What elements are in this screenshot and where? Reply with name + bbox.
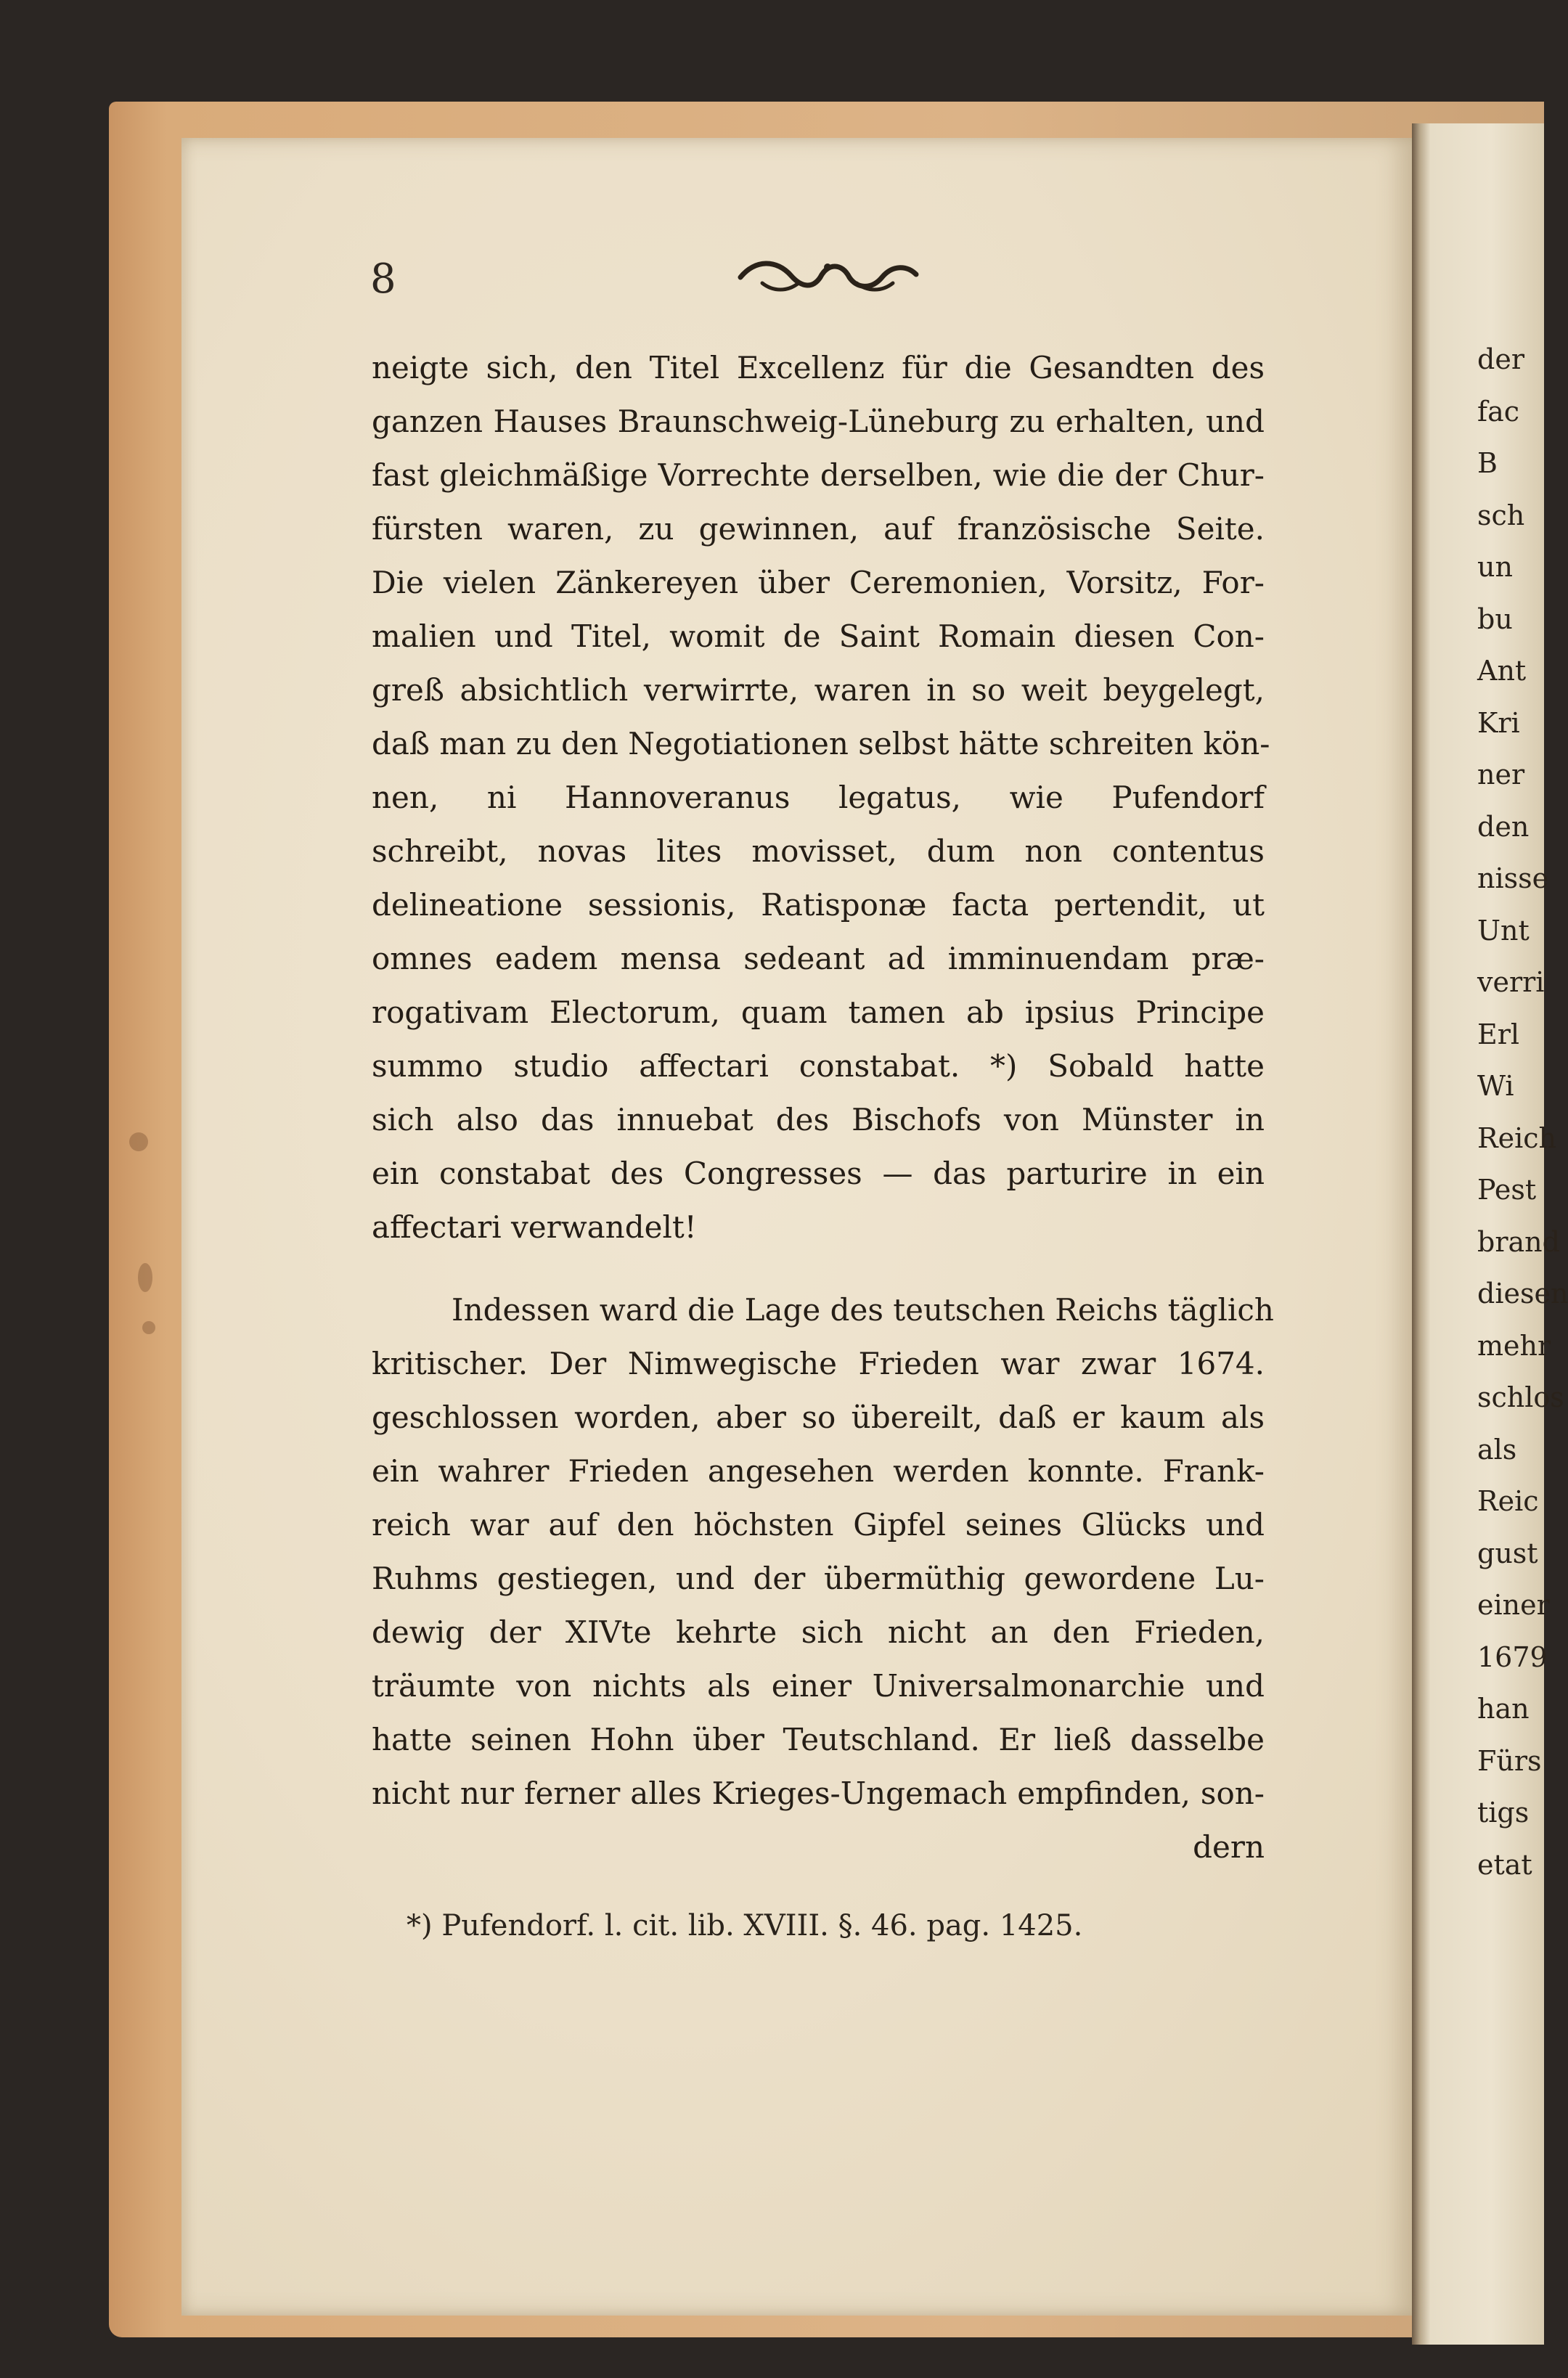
- next-page-fragment: ner: [1477, 759, 1525, 790]
- decorative-vignette-icon: [733, 256, 922, 299]
- next-page-fragment: B: [1477, 447, 1498, 479]
- text-line: nicht nur ferner alles Krieges-Ungemach empfinden, son-: [372, 1776, 1265, 1811]
- text-line: kritischer. Der Nimwegische Frieden war zwar 1674.: [372, 1346, 1265, 1381]
- text-line: träumte von nichts als einer Universalmonarchie und: [372, 1668, 1265, 1704]
- text-line: malien und Titel, womit de Saint Romain diesen Con-: [372, 618, 1265, 654]
- next-page-fragment: gust: [1477, 1537, 1538, 1569]
- next-page-edge: [1477, 334, 1568, 1891]
- body-text: [372, 341, 1274, 1874]
- text-line: summo studio affectari constabat. *) Sobald hatte: [372, 1048, 1265, 1084]
- text-line: hatte seinen Hohn über Teutschland. Er ließ dasselbe: [372, 1722, 1265, 1757]
- next-page-fragment: schlos: [1477, 1381, 1564, 1413]
- text-line: omnes eadem mensa sedeant ad imminuendam præ-: [372, 941, 1265, 976]
- stain: [142, 1321, 155, 1334]
- next-page-fragment: brand: [1477, 1225, 1560, 1258]
- next-page-fragment: diesen: [1477, 1278, 1568, 1309]
- next-page-fragment: bu: [1477, 602, 1513, 635]
- next-page-fragment: Ant: [1477, 655, 1527, 687]
- text-line: Ruhms gestiegen, und der übermüthig gewordene Lu-: [372, 1561, 1265, 1596]
- text-line: delineatione sessionis, Ratisponæ facta pertendit, ut: [372, 887, 1265, 923]
- text-line: sich also das innuebat des Bischofs von Münster in: [372, 1102, 1265, 1137]
- page-number: 8: [370, 256, 396, 303]
- next-page-fragment: der: [1477, 343, 1524, 375]
- text-line: fast gleichmäßige Vorrechte derselben, wie die der Chur-: [372, 457, 1265, 493]
- text-line: geschlossen worden, aber so übereilt, daß er kaum als: [372, 1400, 1265, 1435]
- next-page-fragment: Fürs: [1477, 1744, 1542, 1777]
- next-page-fragment: Erl: [1477, 1018, 1520, 1050]
- next-page-fragment: Unt: [1477, 914, 1530, 947]
- footnote: *) Pufendorf. l. cit. lib. XVIII. §. 46. pag. 1425.: [407, 1909, 1083, 1942]
- next-page-fragment: un: [1477, 551, 1513, 583]
- text-line: greß absichtlich verwirrte, waren in so weit beygelegt,: [372, 672, 1265, 708]
- text-line: dewig der XIVte kehrte sich nicht an den Frieden,: [372, 1614, 1265, 1650]
- next-page-fragment: nisse: [1477, 862, 1549, 894]
- next-page-fragment: den: [1477, 810, 1530, 843]
- text-line: neigte sich, den Titel Excellenz für die Gesandten des: [372, 350, 1265, 385]
- text-line: reich war auf den höchsten Gipfel seines Glücks und: [372, 1507, 1265, 1543]
- text-line: rogativam Electorum, quam tamen ab ipsius Principe: [372, 994, 1265, 1030]
- text-line: affectari verwandelt!: [372, 1209, 697, 1245]
- text-line: daß man zu den Negotiationen selbst hätte schreiten kön-: [372, 726, 1270, 761]
- next-page-fragment: Wi: [1477, 1070, 1514, 1102]
- next-page-fragment: Kri: [1477, 706, 1520, 739]
- next-page-fragment: tigs: [1477, 1797, 1530, 1829]
- text-line: schreibt, novas lites movisset, dum non contentus: [372, 833, 1265, 869]
- text-line: ganzen Hauses Braunschweig-Lüneburg zu erhalten, und: [372, 404, 1265, 439]
- text-line: fürsten waren, zu gewinnen, auf französische Seite.: [372, 511, 1265, 547]
- text-line: dern: [1193, 1829, 1265, 1865]
- next-page-fragment: etat: [1477, 1848, 1532, 1881]
- next-page-fragment: sch: [1477, 499, 1525, 531]
- stain: [129, 1132, 148, 1151]
- next-page-fragment: Reich: [1477, 1121, 1557, 1154]
- next-page-fragment: han: [1477, 1693, 1530, 1725]
- stain: [138, 1263, 152, 1292]
- next-page-fragment: verri: [1477, 966, 1545, 998]
- next-page-fragment: 1679: [1477, 1641, 1548, 1673]
- next-page-fragment: mehr: [1477, 1329, 1551, 1362]
- text-line: ein wahrer Frieden angesehen werden konnte. Frank-: [372, 1453, 1265, 1489]
- next-page-fragment: als: [1477, 1433, 1517, 1466]
- text-line: nen, ni Hannoveranus legatus, wie Pufendorf: [372, 780, 1265, 815]
- text-line: ein constabat des Congresses — das parturire in ein: [372, 1156, 1265, 1191]
- next-page-fragment: fac: [1477, 395, 1520, 428]
- text-line: Die vielen Zänkereyen über Ceremonien, Vorsitz, For-: [372, 565, 1265, 600]
- paragraph-gap: [372, 1254, 1265, 1283]
- next-page-fragment: Pest: [1477, 1174, 1537, 1206]
- next-page-fragment: einer: [1477, 1589, 1550, 1621]
- next-page-fragment: Reic: [1477, 1485, 1539, 1517]
- text-line: Indessen ward die Lage des teutschen Reichs täglich: [452, 1292, 1274, 1328]
